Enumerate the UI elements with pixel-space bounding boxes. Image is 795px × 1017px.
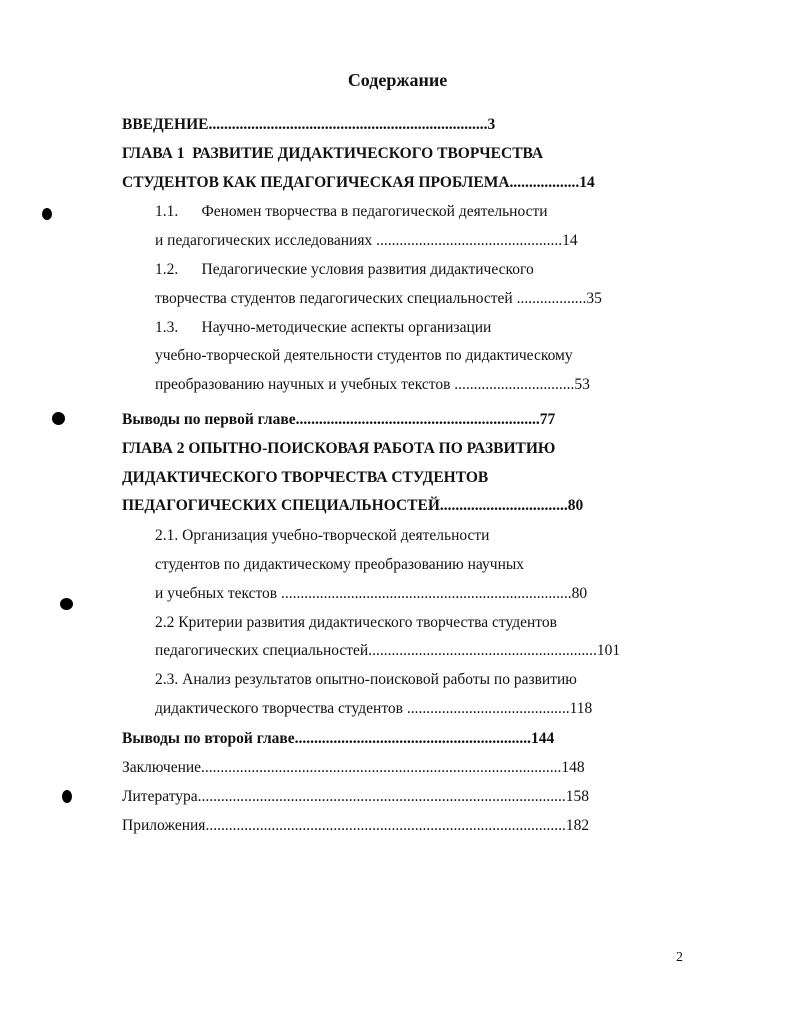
toc-entry-2-2-cont: педагогических специальностей...........................................................101 [155,642,621,659]
scan-mark [60,598,73,610]
scan-mark [52,412,65,425]
toc-entry-1-1-cont: и педагогических исследованиях ................................................14 [155,232,578,249]
toc-entry-2-2: 2.2 Критерии развития дидактического творчества студентов [155,614,557,631]
toc-entry-conclusions-2: Выводы по второй главе.............................................................144 [122,730,555,747]
toc-entry-1-3-cont2: преобразованию научных и учебных текстов ...............................53 [155,376,590,393]
toc-entry-conclusions-1: Выводы по первой главе...............................................................77 [122,411,556,428]
page-title: Содержание [347,70,448,90]
toc-entry-1-3: 1.3. Научно-методические аспекты организации [155,319,492,336]
scan-mark [62,790,72,803]
toc-entry-introduction: ВВЕДЕНИЕ........................................................................3 [122,116,496,133]
toc-entry-literature: Литература...............................................................................................158 [122,788,590,805]
toc-entry-1-1: 1.1. Феномен творчества в педагогической деятельности [155,203,548,220]
toc-entry-1-3-cont: учебно-творческой деятельности студентов по дидактическому [155,347,573,364]
toc-entry-chapter-1: ГЛАВА 1 РАЗВИТИЕ ДИДАКТИЧЕСКОГО ТВОРЧЕСТВА [122,145,544,162]
toc-entry-chapter-2-cont: ДИДАКТИЧЕСКОГО ТВОРЧЕСТВА СТУДЕНТОВ [122,469,489,486]
toc-entry-chapter-1-cont: СТУДЕНТОВ КАК ПЕДАГОГИЧЕСКАЯ ПРОБЛЕМА..................14 [122,174,595,191]
toc-entry-2-1-cont: студентов по дидактическому преобразованию научных [155,556,525,573]
toc-entry-1-2: 1.2. Педагогические условия развития дидактического [155,261,534,278]
toc-entry-1-2-cont: творчества студентов педагогических специальностей ..................35 [155,290,602,307]
toc-entry-2-1-cont2: и учебных текстов ...........................................................................80 [155,585,588,602]
toc-entry-appendices: Приложения.............................................................................................182 [122,817,590,834]
toc-entry-chapter-2: ГЛАВА 2 ОПЫТНО-ПОИСКОВАЯ РАБОТА ПО РАЗВИТИЮ [122,440,556,457]
toc-entry-2-3: 2.3. Анализ результатов опытно-поисковой работы по развитию [155,671,577,688]
toc-entry-conclusion: Заключение.............................................................................................148 [122,759,585,776]
scan-mark [42,208,52,220]
toc-entry-2-1: 2.1. Организация учебно-творческой деятельности [155,527,490,544]
toc-entry-2-3-cont: дидактического творчества студентов ..........................................118 [155,700,593,717]
page-number: 2 [676,950,683,965]
toc-entry-chapter-2-cont2: ПЕДАГОГИЧЕСКИХ СПЕЦИАЛЬНОСТЕЙ.................................80 [122,497,584,514]
